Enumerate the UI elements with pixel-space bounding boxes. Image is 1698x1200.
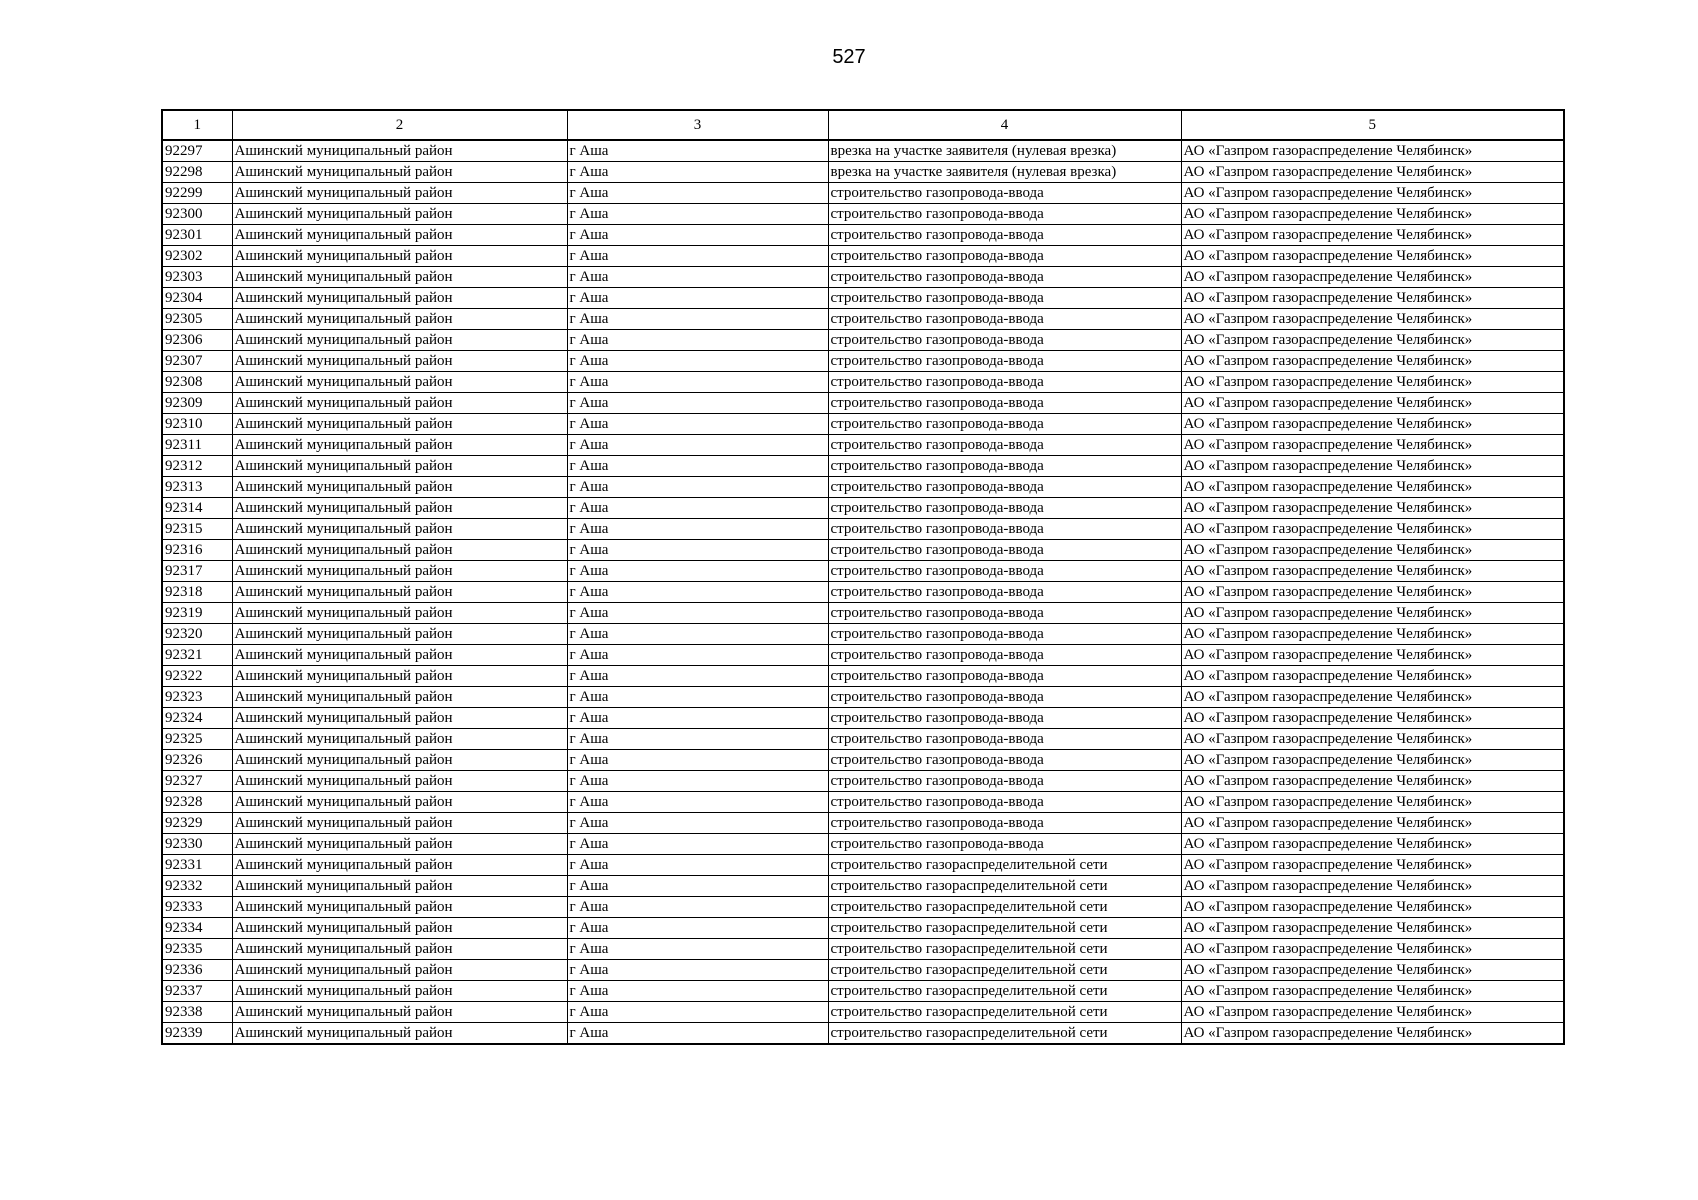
district-cell: Ашинский муниципальный район [232,204,567,225]
table-row [162,435,1564,456]
district-cell: Ашинский муниципальный район [232,225,567,246]
locality-cell: г Аша [567,372,828,393]
work-type-cell: строительство газопровода-ввода [828,540,1181,561]
row-number-cell: 92315 [162,519,232,540]
district-cell: Ашинский муниципальный район [232,519,567,540]
district-cell: Ашинский муниципальный район [232,834,567,855]
table-row [162,456,1564,477]
table-row [162,1023,1564,1045]
organization-cell: АО «Газпром газораспределение Челябинск» [1181,960,1564,981]
locality-cell: г Аша [567,666,828,687]
locality-cell: г Аша [567,792,828,813]
organization-cell: АО «Газпром газораспределение Челябинск» [1181,624,1564,645]
table-row [162,204,1564,225]
locality-cell: г Аша [567,204,828,225]
locality-cell: г Аша [567,813,828,834]
district-cell: Ашинский муниципальный район [232,477,567,498]
column-header-4: 4 [828,110,1181,140]
organization-cell: АО «Газпром газораспределение Челябинск» [1181,393,1564,414]
organization-cell: АО «Газпром газораспределение Челябинск» [1181,897,1564,918]
locality-cell: г Аша [567,960,828,981]
locality-cell: г Аша [567,162,828,183]
work-type-cell: строительство газопровода-ввода [828,519,1181,540]
table-row [162,813,1564,834]
row-number-cell: 92330 [162,834,232,855]
row-number-cell: 92323 [162,687,232,708]
row-number-cell: 92303 [162,267,232,288]
organization-cell: АО «Газпром газораспределение Челябинск» [1181,1023,1564,1045]
table-row [162,288,1564,309]
table-row [162,330,1564,351]
locality-cell: г Аша [567,1023,828,1045]
table-row [162,309,1564,330]
row-number-cell: 92329 [162,813,232,834]
row-number-cell: 92333 [162,897,232,918]
district-cell: Ашинский муниципальный район [232,603,567,624]
page-number: 527 [832,46,866,68]
row-number-cell: 92307 [162,351,232,372]
organization-cell: АО «Газпром газораспределение Челябинск» [1181,372,1564,393]
district-cell: Ашинский муниципальный район [232,1023,567,1045]
district-cell: Ашинский муниципальный район [232,666,567,687]
row-number-cell: 92335 [162,939,232,960]
district-cell: Ашинский муниципальный район [232,897,567,918]
row-number-cell: 92327 [162,771,232,792]
organization-cell: АО «Газпром газораспределение Челябинск» [1181,204,1564,225]
work-type-cell: строительство газораспределительной сети [828,981,1181,1002]
locality-cell: г Аша [567,771,828,792]
district-cell: Ашинский муниципальный район [232,309,567,330]
organization-cell: АО «Газпром газораспределение Челябинск» [1181,288,1564,309]
locality-cell: г Аша [567,414,828,435]
district-cell: Ашинский муниципальный район [232,918,567,939]
organization-cell: АО «Газпром газораспределение Челябинск» [1181,330,1564,351]
table-row [162,687,1564,708]
district-cell: Ашинский муниципальный район [232,876,567,897]
table-row [162,498,1564,519]
table-row [162,897,1564,918]
table-row [162,666,1564,687]
row-number-cell: 92326 [162,750,232,771]
table-row [162,624,1564,645]
row-number-cell: 92318 [162,582,232,603]
locality-cell: г Аша [567,456,828,477]
table-row [162,750,1564,771]
table-row [162,225,1564,246]
table-row [162,519,1564,540]
work-type-cell: строительство газопровода-ввода [828,309,1181,330]
column-header-1: 1 [162,110,232,140]
work-type-cell: строительство газопровода-ввода [828,477,1181,498]
organization-cell: АО «Газпром газораспределение Челябинск» [1181,750,1564,771]
work-type-cell: строительство газопровода-ввода [828,414,1181,435]
table-row [162,351,1564,372]
work-type-cell: строительство газораспределительной сети [828,960,1181,981]
district-cell: Ашинский муниципальный район [232,561,567,582]
locality-cell: г Аша [567,897,828,918]
row-number-cell: 92316 [162,540,232,561]
table-row [162,140,1564,162]
table-row [162,561,1564,582]
work-type-cell: строительство газопровода-ввода [828,267,1181,288]
row-number-cell: 92328 [162,792,232,813]
row-number-cell: 92300 [162,204,232,225]
district-cell: Ашинский муниципальный район [232,414,567,435]
table-row [162,918,1564,939]
locality-cell: г Аша [567,876,828,897]
organization-cell: АО «Газпром газораспределение Челябинск» [1181,540,1564,561]
work-type-cell: строительство газораспределительной сети [828,918,1181,939]
work-type-cell: строительство газопровода-ввода [828,183,1181,204]
work-type-cell: строительство газораспределительной сети [828,855,1181,876]
row-number-cell: 92310 [162,414,232,435]
row-number-cell: 92301 [162,225,232,246]
table-row [162,876,1564,897]
table-row [162,246,1564,267]
locality-cell: г Аша [567,288,828,309]
column-header-3: 3 [567,110,828,140]
district-cell: Ашинский муниципальный район [232,162,567,183]
district-cell: Ашинский муниципальный район [232,813,567,834]
row-number-cell: 92320 [162,624,232,645]
table-row [162,960,1564,981]
district-cell: Ашинский муниципальный район [232,981,567,1002]
table-row [162,981,1564,1002]
organization-cell: АО «Газпром газораспределение Челябинск» [1181,267,1564,288]
row-number-cell: 92314 [162,498,232,519]
locality-cell: г Аша [567,603,828,624]
locality-cell: г Аша [567,330,828,351]
district-cell: Ашинский муниципальный район [232,729,567,750]
locality-cell: г Аша [567,246,828,267]
locality-cell: г Аша [567,645,828,666]
row-number-cell: 92317 [162,561,232,582]
table-row [162,183,1564,204]
row-number-cell: 92298 [162,162,232,183]
organization-cell: АО «Газпром газораспределение Челябинск» [1181,225,1564,246]
work-type-cell: строительство газопровода-ввода [828,204,1181,225]
organization-cell: АО «Газпром газораспределение Челябинск» [1181,477,1564,498]
organization-cell: АО «Газпром газораспределение Челябинск» [1181,645,1564,666]
district-cell: Ашинский муниципальный район [232,855,567,876]
locality-cell: г Аша [567,351,828,372]
organization-cell: АО «Газпром газораспределение Челябинск» [1181,729,1564,750]
work-type-cell: строительство газопровода-ввода [828,708,1181,729]
registry-table [161,109,1565,1045]
district-cell: Ашинский муниципальный район [232,960,567,981]
table-row [162,834,1564,855]
district-cell: Ашинский муниципальный район [232,687,567,708]
organization-cell: АО «Газпром газораспределение Челябинск» [1181,309,1564,330]
row-number-cell: 92339 [162,1023,232,1045]
table-row [162,477,1564,498]
work-type-cell: строительство газопровода-ввода [828,687,1181,708]
organization-cell: АО «Газпром газораспределение Челябинск» [1181,981,1564,1002]
district-cell: Ашинский муниципальный район [232,140,567,162]
district-cell: Ашинский муниципальный район [232,288,567,309]
organization-cell: АО «Газпром газораспределение Челябинск» [1181,603,1564,624]
work-type-cell: строительство газопровода-ввода [828,498,1181,519]
row-number-cell: 92299 [162,183,232,204]
organization-cell: АО «Газпром газораспределение Челябинск» [1181,140,1564,162]
organization-cell: АО «Газпром газораспределение Челябинск» [1181,1002,1564,1023]
row-number-cell: 92312 [162,456,232,477]
locality-cell: г Аша [567,1002,828,1023]
organization-cell: АО «Газпром газораспределение Челябинск» [1181,519,1564,540]
organization-cell: АО «Газпром газораспределение Челябинск» [1181,876,1564,897]
table-row [162,771,1564,792]
work-type-cell: строительство газораспределительной сети [828,939,1181,960]
row-number-cell: 92319 [162,603,232,624]
locality-cell: г Аша [567,183,828,204]
locality-cell: г Аша [567,561,828,582]
organization-cell: АО «Газпром газораспределение Челябинск» [1181,771,1564,792]
locality-cell: г Аша [567,582,828,603]
work-type-cell: строительство газопровода-ввода [828,771,1181,792]
work-type-cell: врезка на участке заявителя (нулевая врезка) [828,162,1181,183]
organization-cell: АО «Газпром газораспределение Челябинск» [1181,435,1564,456]
work-type-cell: строительство газопровода-ввода [828,393,1181,414]
table-row [162,582,1564,603]
district-cell: Ашинский муниципальный район [232,939,567,960]
table-row [162,792,1564,813]
organization-cell: АО «Газпром газораспределение Челябинск» [1181,792,1564,813]
row-number-cell: 92309 [162,393,232,414]
work-type-cell: строительство газораспределительной сети [828,897,1181,918]
work-type-cell: строительство газопровода-ввода [828,624,1181,645]
work-type-cell: строительство газопровода-ввода [828,603,1181,624]
work-type-cell: строительство газопровода-ввода [828,225,1181,246]
district-cell: Ашинский муниципальный район [232,1002,567,1023]
work-type-cell: строительство газопровода-ввода [828,372,1181,393]
table-row [162,939,1564,960]
locality-cell: г Аша [567,498,828,519]
work-type-cell: строительство газопровода-ввода [828,288,1181,309]
table-body [162,140,1564,1044]
table-row [162,729,1564,750]
district-cell: Ашинский муниципальный район [232,351,567,372]
district-cell: Ашинский муниципальный район [232,267,567,288]
work-type-cell: строительство газораспределительной сети [828,1002,1181,1023]
organization-cell: АО «Газпром газораспределение Челябинск» [1181,687,1564,708]
table-row [162,708,1564,729]
organization-cell: АО «Газпром газораспределение Челябинск» [1181,855,1564,876]
row-number-cell: 92336 [162,960,232,981]
table-header [162,110,1564,140]
organization-cell: АО «Газпром газораспределение Челябинск» [1181,414,1564,435]
locality-cell: г Аша [567,624,828,645]
work-type-cell: строительство газораспределительной сети [828,1023,1181,1045]
work-type-cell: строительство газопровода-ввода [828,435,1181,456]
organization-cell: АО «Газпром газораспределение Челябинск» [1181,246,1564,267]
locality-cell: г Аша [567,477,828,498]
district-cell: Ашинский муниципальный район [232,393,567,414]
locality-cell: г Аша [567,939,828,960]
row-number-cell: 92304 [162,288,232,309]
district-cell: Ашинский муниципальный район [232,750,567,771]
organization-cell: АО «Газпром газораспределение Челябинск» [1181,666,1564,687]
table-row [162,267,1564,288]
column-header-2: 2 [232,110,567,140]
table-row [162,414,1564,435]
row-number-cell: 92305 [162,309,232,330]
district-cell: Ашинский муниципальный район [232,582,567,603]
locality-cell: г Аша [567,540,828,561]
locality-cell: г Аша [567,435,828,456]
work-type-cell: строительство газопровода-ввода [828,246,1181,267]
organization-cell: АО «Газпром газораспределение Челябинск» [1181,183,1564,204]
row-number-cell: 92322 [162,666,232,687]
row-number-cell: 92325 [162,729,232,750]
organization-cell: АО «Газпром газораспределение Челябинск» [1181,939,1564,960]
table-row [162,855,1564,876]
row-number-cell: 92324 [162,708,232,729]
table-row [162,372,1564,393]
organization-cell: АО «Газпром газораспределение Челябинск» [1181,561,1564,582]
locality-cell: г Аша [567,225,828,246]
locality-cell: г Аша [567,519,828,540]
row-number-cell: 92308 [162,372,232,393]
work-type-cell: строительство газопровода-ввода [828,666,1181,687]
locality-cell: г Аша [567,708,828,729]
locality-cell: г Аша [567,140,828,162]
district-cell: Ашинский муниципальный район [232,498,567,519]
work-type-cell: строительство газопровода-ввода [828,813,1181,834]
row-number-cell: 92334 [162,918,232,939]
work-type-cell: строительство газопровода-ввода [828,750,1181,771]
table-row [162,540,1564,561]
row-number-cell: 92338 [162,1002,232,1023]
row-number-cell: 92313 [162,477,232,498]
work-type-cell: строительство газопровода-ввода [828,729,1181,750]
organization-cell: АО «Газпром газораспределение Челябинск» [1181,498,1564,519]
organization-cell: АО «Газпром газораспределение Челябинск» [1181,813,1564,834]
row-number-cell: 92302 [162,246,232,267]
organization-cell: АО «Газпром газораспределение Челябинск» [1181,162,1564,183]
locality-cell: г Аша [567,309,828,330]
work-type-cell: строительство газопровода-ввода [828,456,1181,477]
header-row [162,110,1564,140]
district-cell: Ашинский муниципальный район [232,183,567,204]
table-row [162,645,1564,666]
organization-cell: АО «Газпром газораспределение Челябинск» [1181,834,1564,855]
row-number-cell: 92311 [162,435,232,456]
locality-cell: г Аша [567,834,828,855]
column-header-5: 5 [1181,110,1564,140]
table-row [162,1002,1564,1023]
district-cell: Ашинский муниципальный район [232,771,567,792]
work-type-cell: строительство газопровода-ввода [828,582,1181,603]
work-type-cell: строительство газораспределительной сети [828,876,1181,897]
organization-cell: АО «Газпром газораспределение Челябинск» [1181,456,1564,477]
organization-cell: АО «Газпром газораспределение Челябинск» [1181,918,1564,939]
locality-cell: г Аша [567,981,828,1002]
district-cell: Ашинский муниципальный район [232,330,567,351]
district-cell: Ашинский муниципальный район [232,792,567,813]
row-number-cell: 92332 [162,876,232,897]
work-type-cell: строительство газопровода-ввода [828,792,1181,813]
work-type-cell: строительство газопровода-ввода [828,351,1181,372]
district-cell: Ашинский муниципальный район [232,708,567,729]
work-type-cell: строительство газопровода-ввода [828,561,1181,582]
district-cell: Ашинский муниципальный район [232,540,567,561]
row-number-cell: 92331 [162,855,232,876]
row-number-cell: 92297 [162,140,232,162]
organization-cell: АО «Газпром газораспределение Челябинск» [1181,582,1564,603]
row-number-cell: 92337 [162,981,232,1002]
row-number-cell: 92321 [162,645,232,666]
work-type-cell: строительство газопровода-ввода [828,645,1181,666]
work-type-cell: строительство газопровода-ввода [828,834,1181,855]
locality-cell: г Аша [567,267,828,288]
table-row [162,393,1564,414]
district-cell: Ашинский муниципальный район [232,624,567,645]
table-row [162,603,1564,624]
locality-cell: г Аша [567,687,828,708]
locality-cell: г Аша [567,918,828,939]
table-row [162,162,1564,183]
work-type-cell: врезка на участке заявителя (нулевая врезка) [828,140,1181,162]
work-type-cell: строительство газопровода-ввода [828,330,1181,351]
locality-cell: г Аша [567,750,828,771]
organization-cell: АО «Газпром газораспределение Челябинск» [1181,708,1564,729]
locality-cell: г Аша [567,393,828,414]
district-cell: Ашинский муниципальный район [232,456,567,477]
district-cell: Ашинский муниципальный район [232,435,567,456]
row-number-cell: 92306 [162,330,232,351]
district-cell: Ашинский муниципальный район [232,645,567,666]
district-cell: Ашинский муниципальный район [232,246,567,267]
organization-cell: АО «Газпром газораспределение Челябинск» [1181,351,1564,372]
locality-cell: г Аша [567,729,828,750]
district-cell: Ашинский муниципальный район [232,372,567,393]
locality-cell: г Аша [567,855,828,876]
